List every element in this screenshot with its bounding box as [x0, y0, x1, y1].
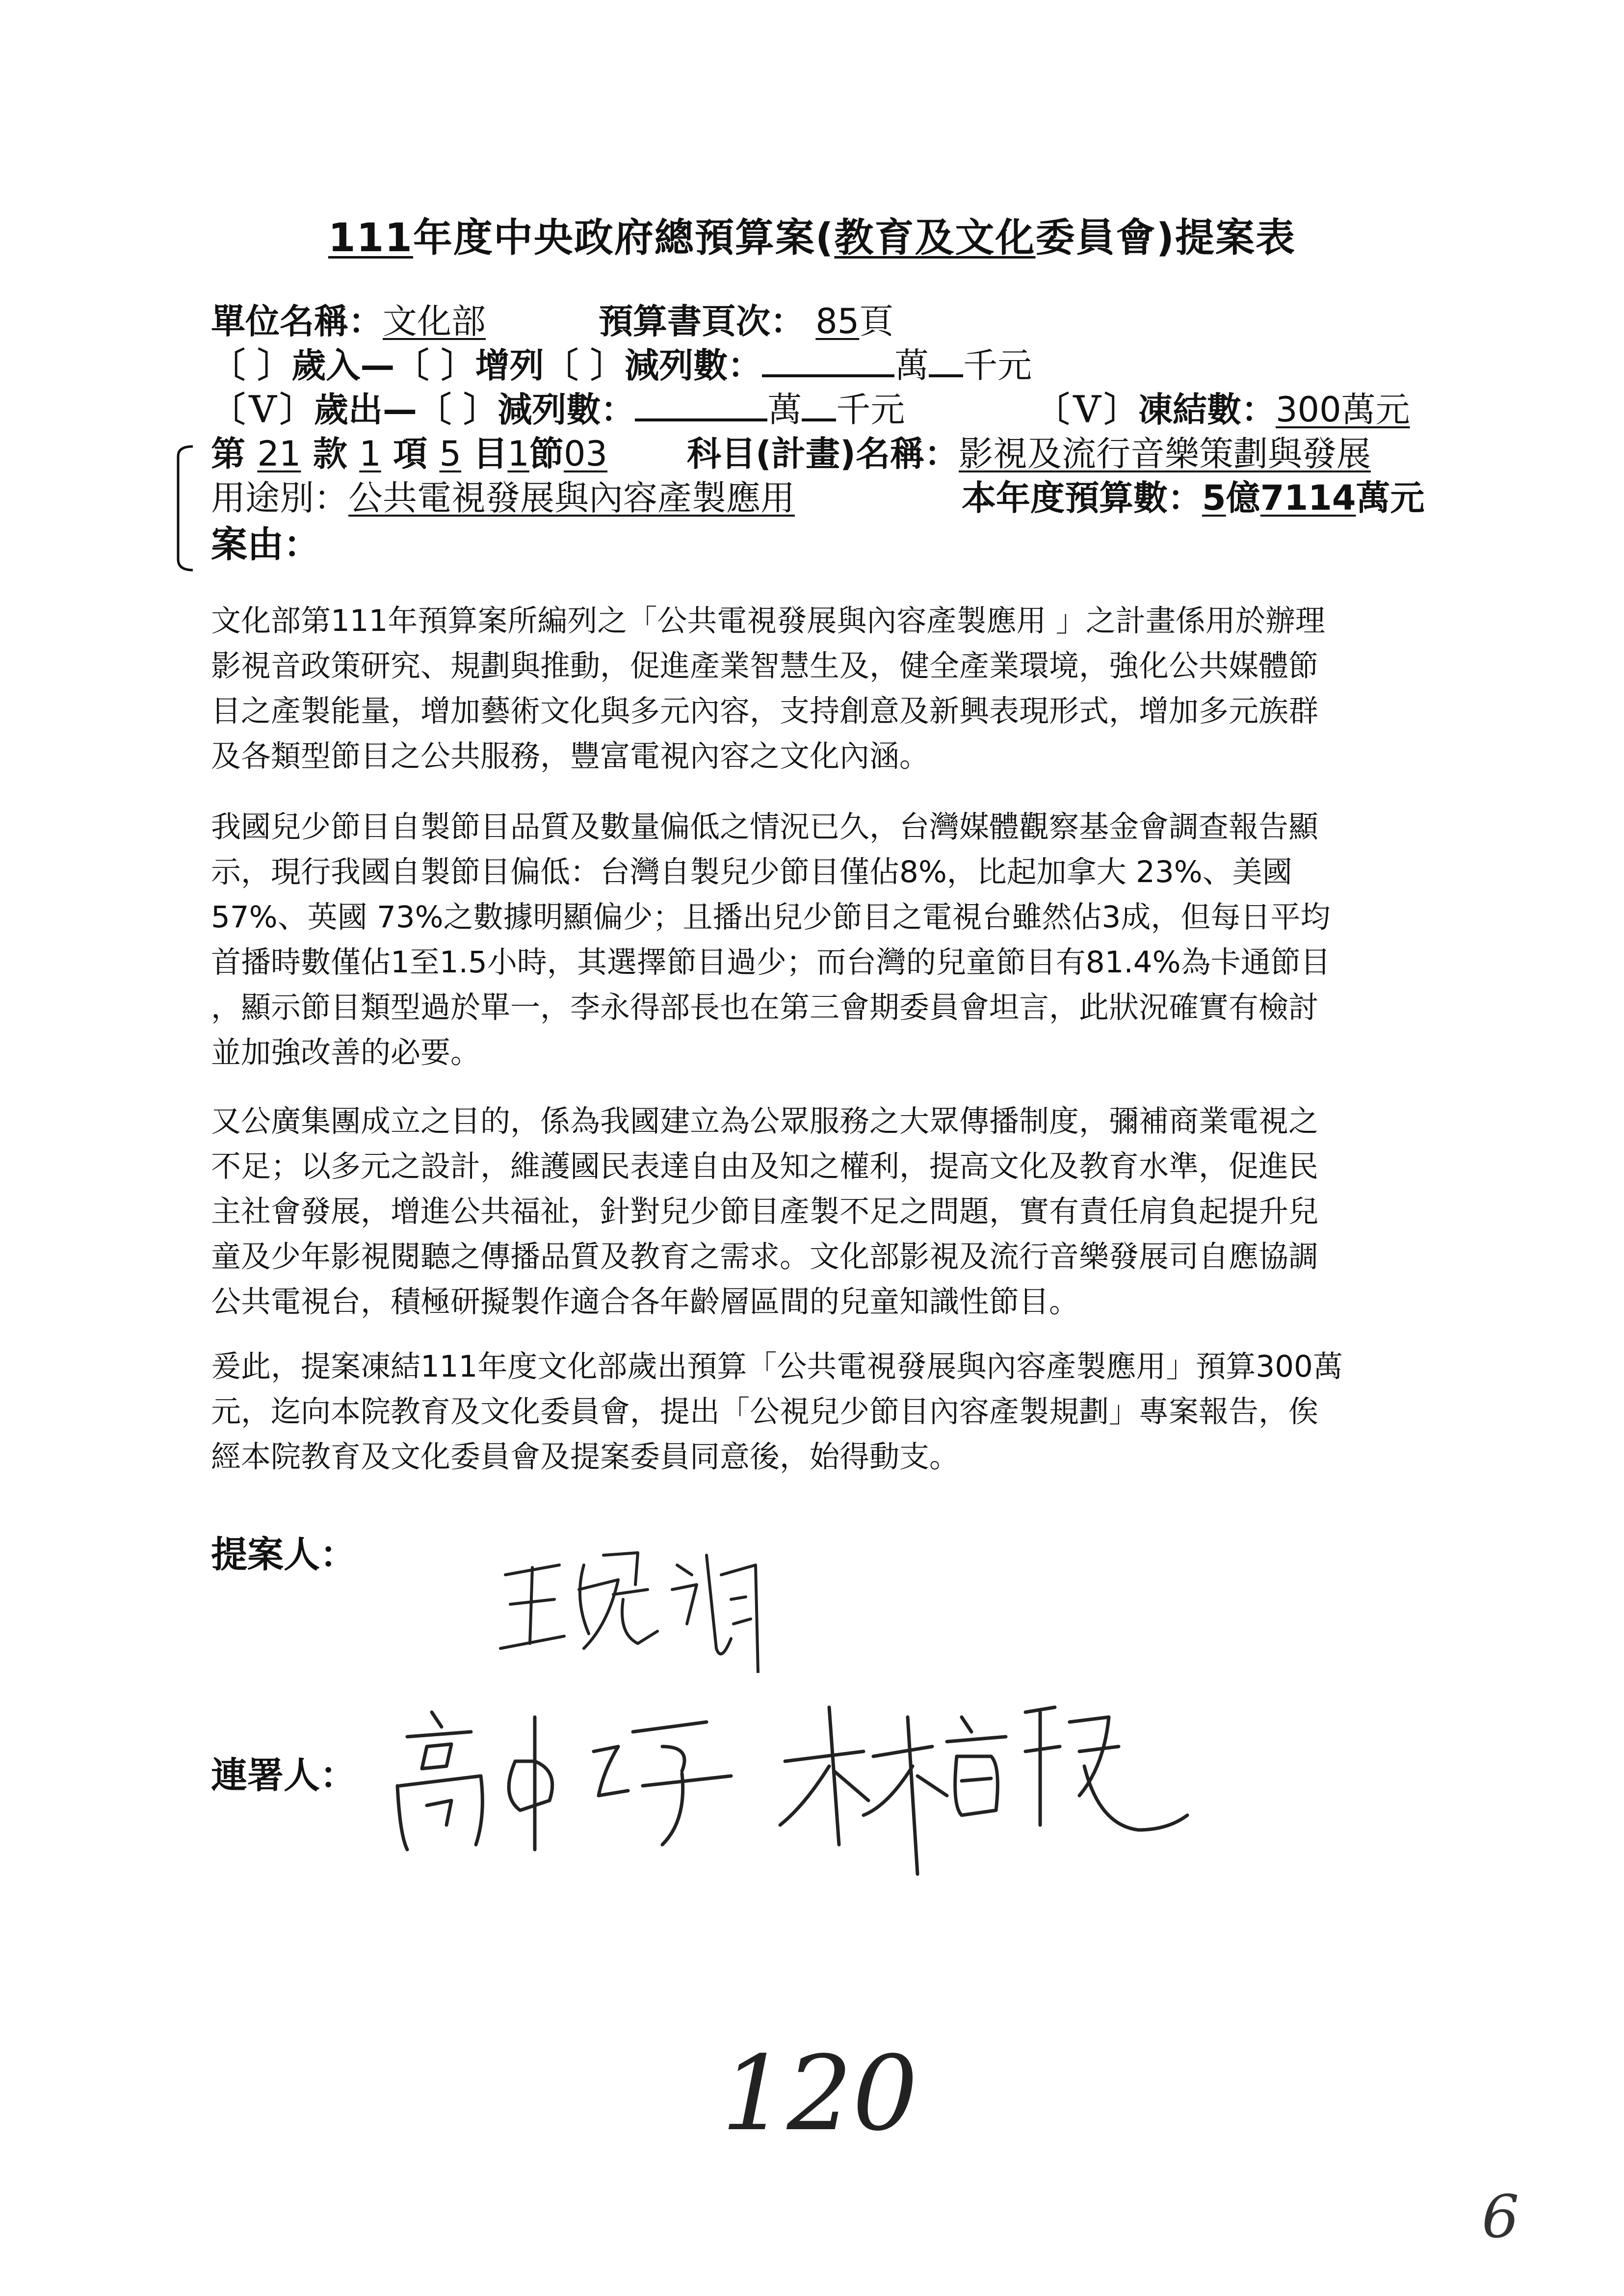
- paragraph-line: 又公廣集團成立之目的，係為我國建立為公眾服務之大眾傳播制度，彌補商業電視之: [211, 1104, 1319, 1139]
- xiang-value: 1: [359, 434, 381, 474]
- kuan-value: 21: [257, 434, 301, 474]
- budget-wan-unit: 萬元: [1356, 478, 1425, 518]
- jie-value: 1: [507, 434, 529, 474]
- paragraph-2: [211, 805, 1438, 1075]
- handwritten-page-total: [702, 2031, 986, 2149]
- kuan-prefix: 第: [211, 434, 258, 474]
- paragraph-1: [211, 599, 1438, 779]
- paragraph-line: 不足；以多元之設計，維護國民表達自由及知之權利，提高文化及教育水準，促進民: [211, 1149, 1319, 1184]
- unit-label: 單位名稱：: [211, 301, 383, 341]
- mu-value: 5: [439, 434, 462, 474]
- subject-value: 影視及流行音樂策劃與發展: [958, 434, 1371, 474]
- revenue-prefix: 〔 〕歲入—〔 〕增列〔 〕減列數：: [211, 345, 762, 386]
- paragraph-line: 目之產製能量，增加藝術文化與多元內容，支持創意及新興表現形式，增加多元族群: [211, 694, 1319, 729]
- title-year: 111: [328, 215, 413, 261]
- usage-label: 用途別：: [211, 478, 348, 518]
- paragraph-3: [211, 1099, 1438, 1325]
- revenue-qian-blank: [929, 344, 963, 377]
- paragraph-line: 57%、英國 73%之數據明顯偏少；且播出兒少節目之電視台雖然佔3成，但每日平均: [211, 900, 1331, 935]
- freeze-value: 300萬元: [1276, 390, 1410, 430]
- expense-qian: 千元: [836, 390, 905, 430]
- header-expense-line: [211, 388, 905, 432]
- paragraph-line: 影視音政策研究、規劃與推動，促進產業智慧生及，健全產業環境，強化公共媒體節: [211, 649, 1319, 683]
- paragraph-line: 元，迄向本院教育及文化委員會，提出「公視兒少節目內容產製規劃」專案報告，俟: [211, 1394, 1319, 1429]
- proposer-signature: [491, 1526, 785, 1673]
- budget-yi-number: 5: [1202, 478, 1226, 518]
- unit-value: 文化部: [383, 301, 486, 341]
- header-page-line: [599, 299, 893, 343]
- mu-label: 目: [461, 434, 508, 474]
- page-suffix: 頁: [859, 301, 894, 341]
- header-revenue-line: [211, 343, 1032, 388]
- xiang-label: 項: [381, 434, 440, 474]
- kuan-label: 款: [301, 434, 360, 474]
- jie-value-2: 03: [563, 434, 608, 474]
- page-title: [0, 206, 1624, 262]
- paragraph-line: 經本院教育及文化委員會及提案委員同意後，始得動支。: [211, 1439, 960, 1474]
- paragraph-line: 公共電視台，積極研擬製作適合各年齡層區間的兒童知識性節目。: [211, 1284, 1079, 1319]
- paragraph-4: [211, 1344, 1438, 1480]
- revenue-wan: 萬: [894, 345, 929, 386]
- left-bracket: [169, 442, 199, 574]
- jie-label: 節: [529, 434, 564, 474]
- cosigner-signature-1: [388, 1688, 741, 1864]
- subject-label: 科目(計畫)名稱：: [687, 434, 959, 474]
- reason-label: 案由：: [211, 523, 320, 566]
- header-subject: [687, 432, 1371, 476]
- expense-wan: 萬: [767, 390, 802, 430]
- page-total-text: 120: [721, 2034, 918, 2149]
- paragraph-line: 及各類型節目之公共服務，豐富電視內容之文化內涵。: [211, 739, 930, 774]
- paragraph-line: 童及少年影視閱聽之傳播品質及教育之需求。文化部影視及流行音樂發展司自應協調: [211, 1239, 1319, 1274]
- title-committee: 教育及文化: [834, 215, 1036, 261]
- freeze-label: 〔Ｖ〕凍結數：: [1035, 390, 1276, 430]
- revenue-wan-blank: [762, 344, 894, 377]
- proposer-label: 提案人：: [211, 1534, 356, 1576]
- paragraph-line: 文化部第111年預算案所編列之「公共電視發展與內容產製應用 」之計畫係用於辦理: [211, 603, 1325, 638]
- paragraph-line: 首播時數僅佔1至1.5小時，其選擇節目過少；而台灣的兒童節目有81.4%為卡通節目: [211, 945, 1331, 980]
- handwritten-page-number: [1477, 2178, 1536, 2252]
- paragraph-line: 主社會發展，增進公共福祉，針對兒少節目產製不足之問題，實有責任肩負起提升兒: [211, 1194, 1319, 1229]
- paragraph-line: 我國兒少節目自製節目品質及數量偏低之情況已久，台灣媒體觀察基金會調查報告顯: [211, 809, 1319, 844]
- budget-label: 本年度預算數：: [962, 478, 1202, 518]
- header-budget: [962, 476, 1425, 520]
- title-post: 委員會)提案表: [1035, 215, 1296, 261]
- paragraph-line: 並加強改善的必要。: [211, 1035, 481, 1070]
- cosigner-label: 連署人：: [211, 1754, 356, 1797]
- budget-wan-number: 7114: [1260, 478, 1356, 518]
- expense-qian-blank: [802, 388, 836, 421]
- page-number-text: 6: [1482, 2183, 1519, 2251]
- title-pre: 年度中央政府總預算案(: [413, 215, 835, 261]
- header-unit-line: [211, 299, 486, 343]
- page-label: 預算書頁次：: [599, 301, 805, 341]
- budget-yi-unit: 億: [1226, 478, 1260, 518]
- header-freeze: [1035, 388, 1410, 432]
- revenue-qian: 千元: [963, 345, 1032, 386]
- page-value: 85: [815, 301, 860, 341]
- paragraph-line: 示，現行我國自製節目偏低：台灣自製兒少節目僅佔8%，比起加拿大 23%、美國: [211, 855, 1292, 889]
- paragraph-line: 爰此，提案凍結111年度文化部歲出預算「公共電視發展與內容產製應用」預算300萬: [211, 1349, 1343, 1384]
- cosigner-signature-2: [765, 1668, 1207, 1899]
- usage-value: 公共電視發展與內容產製應用: [348, 478, 795, 518]
- expense-prefix: 〔Ｖ〕歲出—〔 〕減列數：: [211, 390, 635, 430]
- header-account-line: [211, 432, 607, 476]
- paragraph-line: ，顯示節目類型過於單一，李永得部長也在第三會期委員會坦言，此狀況確實有檢討: [211, 990, 1319, 1025]
- header-usage: [211, 476, 795, 520]
- expense-wan-blank: [635, 388, 767, 421]
